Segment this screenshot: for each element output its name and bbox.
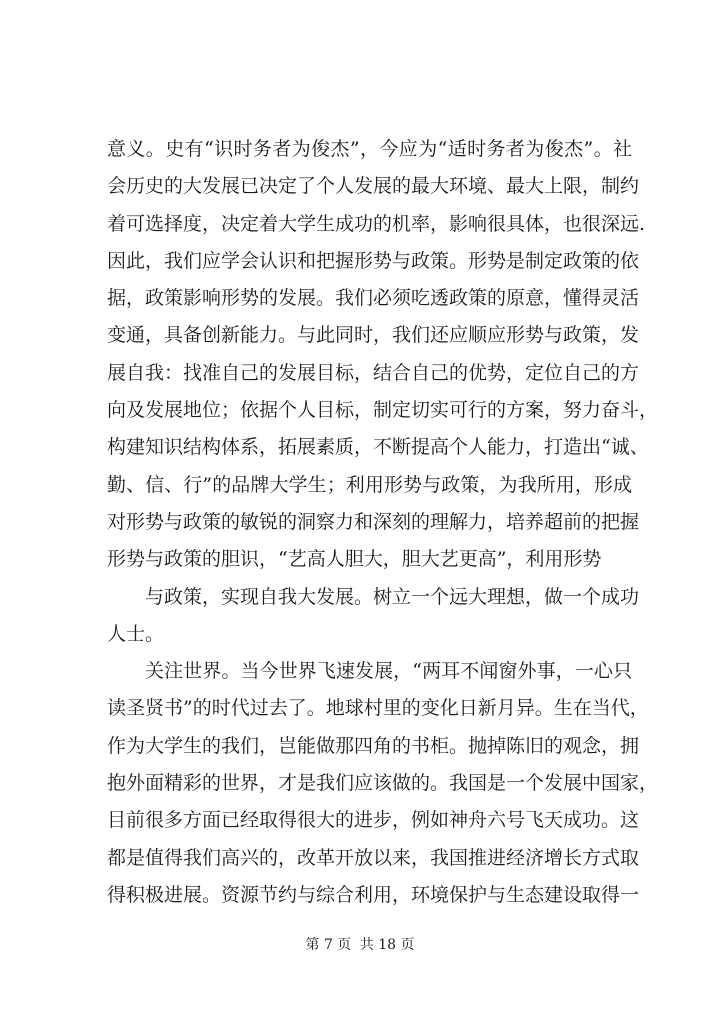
text-line: 向及发展地位；依据个人目标，制定切实可行的方案，努力奋斗，	[107, 399, 659, 422]
text-line: 会历史的大发展已决定了个人发展的最大环境、最大上限，制约	[107, 175, 640, 198]
text-line: 人士。	[107, 622, 165, 645]
text-line: 作为大学生的我们，岂能做那四角的书柜。抛掉陈旧的观念，拥	[107, 734, 640, 757]
text-line: 着可选择度，决定着大学生成功的机率，影响很具体，也很深远.	[107, 212, 646, 235]
text-line: 读圣贤书”的时代过去了。地球村里的变化日新月异。生在当代，	[107, 697, 649, 720]
text-line: 据，政策影响形势的发展。我们必须吃透政策的原意，懂得灵活	[107, 287, 640, 310]
text-line: 形势与政策的胆识，“艺高人胆大，胆大艺更高”，利用形势	[107, 548, 602, 571]
paragraph-first-line: 与政策，实现自我大发展。树立一个远大理想，做一个成功	[145, 585, 640, 608]
text-line: 意义。史有“识时务者为俊杰”，今应为“适时务者为俊杰”。社	[107, 138, 632, 160]
document-body	[107, 131, 659, 914]
text-line: 勤、信、行”的品牌大学生；利用形势与政策，为我所用，形成	[107, 473, 632, 496]
total-pages: 共 18 页	[359, 937, 415, 953]
text-line: 因此，我们应学会认识和把握形势与政策。形势是制定政策的依	[107, 249, 640, 272]
text-line: 都是值得我们高兴的，改革开放以来，我国推进经济增长方式取	[107, 846, 640, 869]
text-line: 抱外面精彩的世界，才是我们应该做的。我国是一个发展中国家，	[107, 772, 659, 795]
text-line: 构建知识结构体系，拓展素质，不断提高个人能力，打造出“诚、	[107, 436, 649, 459]
text-line: 变通，具备创新能力。与此同时，我们还应顺应形势与政策，发	[107, 324, 640, 347]
paragraph-first-line: 关注世界。当今世界飞速发展，“两耳不闻窗外事，一心只	[145, 660, 632, 683]
text-line: 展自我：找准自己的发展目标，结合自己的优势，定位自己的方	[107, 361, 640, 384]
page-number: 第 7 页	[305, 937, 352, 953]
text-line: 对形势与政策的敏锐的洞察力和深刻的理解力，培养超前的把握	[107, 510, 640, 533]
page-footer	[0, 934, 720, 954]
text-line: 目前很多方面已经取得很大的进步，例如神舟六号飞天成功。这	[107, 809, 640, 832]
text-line: 得积极进展。资源节约与综合利用，环境保护与生态建设取得一	[107, 883, 640, 906]
